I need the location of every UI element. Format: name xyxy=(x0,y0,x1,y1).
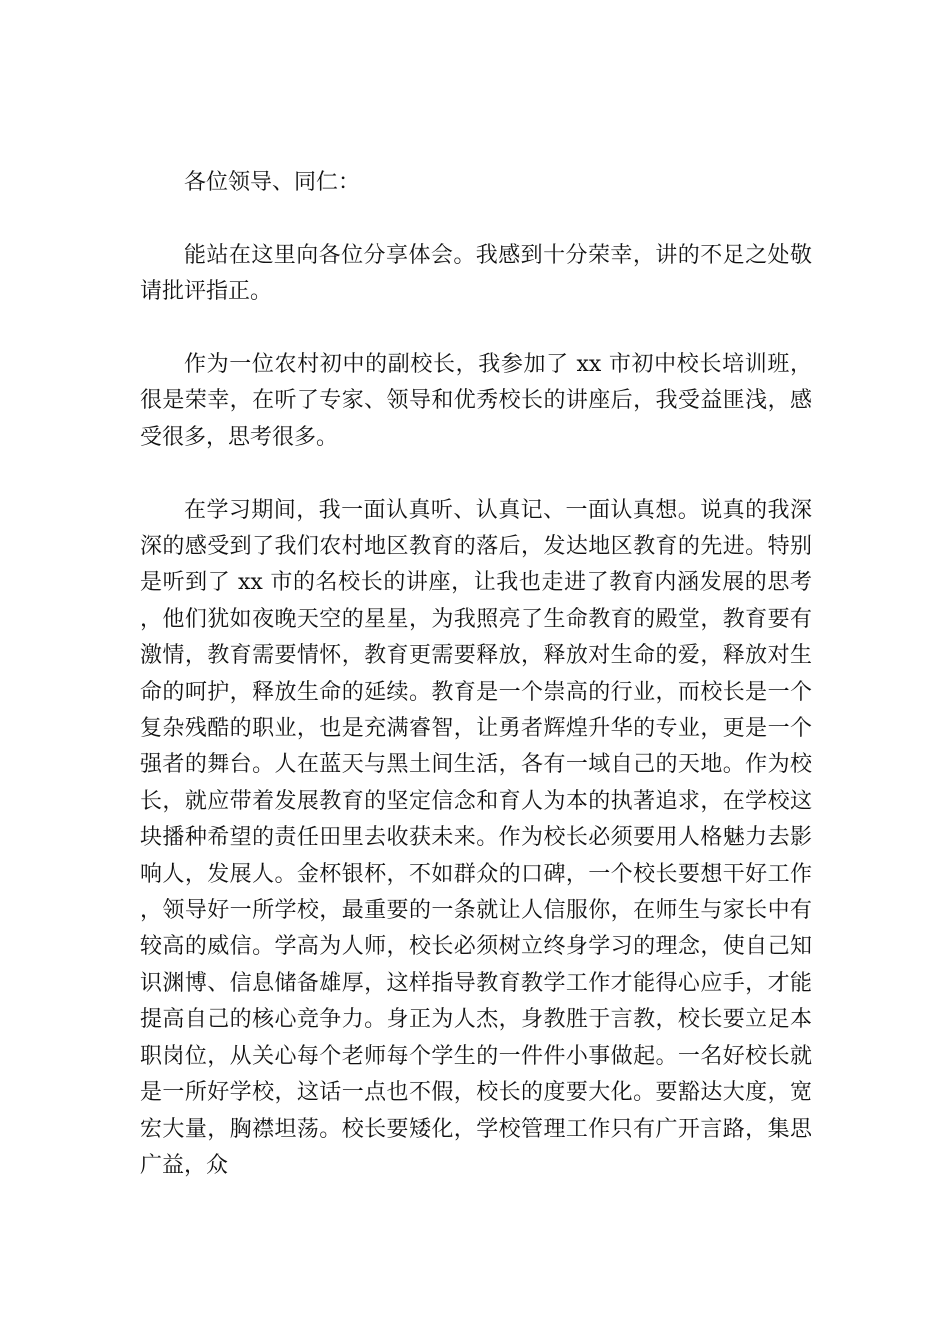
paragraph-3: 在学习期间，我一面认真听、认真记、一面认真想。说真的我深深的感受到了我们农村地区教育的落后，发达地区教育的先进。特别是听到了 xx 市的名校长的讲座，让我也走进了教育内涵发展的思考，他们犹如夜晚天空的星星，为我照亮了生命教育的殿堂，教育要有激情，教育需要情怀，教育更需要释放，释放对生命的爱，释放对生命的呵护，释放生命的延续。教育是一个崇高的行业，而校长是一个复杂残酷的职业，也是充满睿智，让勇者辉煌升华的专业，更是一个强者的舞台。人在蓝天与黑土间生活，各有一域自己的天地。作为校长，就应带着发展教育的坚定信念和育人为本的执著追求，在学校这块播种希望的责任田里去收获未来。作为校长必须要用人格魅力去影响人，发展人。金杯银杯，不如群众的口碑，一个校长要想干好工作，领导好一所学校，最重要的一条就让人信服你，在师生与家长中有较高的威信。学高为人师，校长必须树立终身学习的理念，使自己知识渊博、信息储备雄厚，这样指导教育教学工作才能得心应手，才能提高自己的核心竞争力。身正为人杰，身教胜于言教，校长要立足本职岗位，从关心每个老师每个学生的一件件小事做起。一名好校长就是一所好学校，这话一点也不假，校长的度要大化。要豁达大度，宽宏大量，胸襟坦荡。校长要矮化，学校管理工作只有广开言路，集思广益，众 xyxy=(140,497,812,1178)
greeting-line: 各位领导、同仁： xyxy=(184,170,361,195)
document-body xyxy=(140,165,812,1221)
paragraph-2: 作为一位农村初中的副校长，我参加了 xx 市初中校长培训班，很是荣幸，在听了专家、领导和优秀校长的讲座后，我受益匪浅，感受很多，思考很多。 xyxy=(140,352,812,450)
paragraph-1: 能站在这里向各位分享体会。我感到十分荣幸，讲的不足之处敬请批评指正。 xyxy=(140,242,812,305)
